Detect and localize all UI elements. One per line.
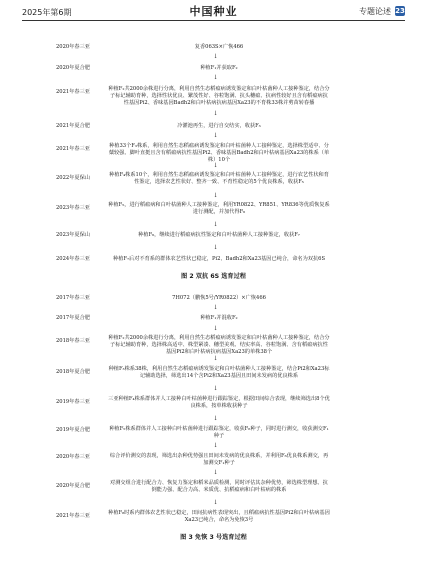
step-text: 种植F₆，继续进行稻瘟病抗性鉴定和白叶枯菌种人工接种鉴定，收获F₇ — [138, 232, 300, 238]
step-text: 种植F₅，进行稻瘟病和白叶枯菌种人工接种鉴定，利用YR0822、YR851、YR836等优质恢复系进行测配，并加代得F₆ — [108, 202, 330, 215]
step-season: 2017年夏合肥 — [56, 315, 90, 321]
step-season: 2021年春三亚 — [56, 89, 90, 95]
step-text: 对测交组合进行配合力、恢复力鉴定和稻米品质检测，同时评估其杂种优势，筛选株型理想、抗倒能力强、配合力高、米质优、抗稻瘟病和白叶枯病的株系 — [110, 480, 328, 493]
down-arrow-icon: ↓ — [213, 304, 219, 311]
step-season: 2020年春三亚 — [56, 454, 90, 460]
figure-3-caption: 图 3 免恢 3 号选育过程 — [180, 534, 247, 541]
down-arrow-icon: ↓ — [213, 221, 219, 228]
step-season: 2023年春三亚 — [56, 205, 90, 211]
step-season: 2020年夏合肥 — [56, 483, 90, 489]
step-season: 2021年春三亚 — [56, 146, 90, 152]
down-arrow-icon: ↓ — [213, 385, 219, 392]
step-text: 种植F₁并获取F₂ — [200, 65, 238, 71]
step-text: 种植F₇后对不育系的群体农艺性状已稳定，Pi2、Badh2和Xa23基因已纯合，命名为双抗6S — [112, 256, 326, 262]
step-text: 种植F₂共2000余株进行分离，利用自然生态稻瘟病诱发鉴定和白叶枯菌种人工接种鉴定，结合分子标记辅助育种，选择性状优良、繁茂性好、谷粒饱满、抗头穗瘟、抗病性较好且含有稻瘟病抗性基因Pi2、香味基因Badh2和白叶枯病抗病基因Xa23的不育株33株并剪苗转春播 — [108, 86, 330, 106]
step-season: 2020年夏合肥 — [56, 65, 90, 71]
step-text: 种植F₂共2000余株进行分离，利用自然生态稻瘟病诱发鉴定和白叶枯菌种人工接种鉴定，结合分子标记辅助育种，选择株高适中、株型紧凑、穗型美观、结实率高、谷粒饱满、含有稻瘟病抗性基因Pi2和白叶枯病抗病基因Xa23的单株38个 — [108, 335, 330, 355]
down-arrow-icon: ↓ — [213, 415, 219, 422]
step-season: 2021年春三亚 — [56, 513, 90, 519]
step-text: 7H072（鹏恢5号/YR0822）×广恢466 — [172, 295, 266, 301]
journal-logo: 中国种业 — [189, 5, 238, 18]
down-arrow-icon: ↓ — [213, 355, 219, 362]
down-arrow-icon: ↓ — [213, 325, 219, 332]
step-text: 种植F₁并混收F₂ — [200, 315, 238, 321]
step-season: 2018年春三亚 — [56, 338, 90, 344]
step-text: 种植F₃株系38株，利用自然生态稻瘟病诱发鉴定和白叶枯菌种人工接种鉴定，结合Pi2和Xa23标记辅助选择，筛选出14个含Pi2和Xa23基因且田间未发病的优良株系 — [108, 366, 330, 379]
step-season: 2020年春三亚 — [56, 44, 90, 50]
down-arrow-icon: ↓ — [213, 132, 219, 139]
down-arrow-icon: ↓ — [213, 162, 219, 169]
step-season: 2023年夏保山 — [56, 232, 90, 238]
down-arrow-icon: ↓ — [213, 192, 219, 199]
step-season: 2021年夏合肥 — [56, 123, 90, 129]
page-header — [0, 0, 427, 22]
step-text: 种植F₅株系群体并人工接种白叶枯菌种进行跟踪鉴定，收获F₆种子，同时进行测交，收获测交F₁种子 — [109, 426, 329, 439]
step-season: 2022年夏保山 — [56, 175, 90, 181]
down-arrow-icon: ↓ — [213, 469, 219, 476]
down-arrow-icon: ↓ — [213, 110, 219, 117]
step-text: 冷灌池再生，进行自交结实，收获F₃ — [177, 123, 261, 129]
step-text: 种植F₄株系10个，利用自然生态稻瘟病诱发鉴定和白叶枯菌种人工接种鉴定，进行农艺性状和育性鉴定，选择农艺性状好、整齐一致、不育性稳定的5个优良株系，收获F₅ — [109, 172, 329, 185]
down-arrow-icon: ↓ — [213, 53, 219, 60]
header-rule — [22, 20, 405, 21]
step-text: 三亚种植F₄株系群体并人工接种白叶枯菌种进行跟踪鉴定，根据田间综合表现，继续筛选出8个优良株系，按单株收获种子 — [108, 396, 330, 409]
step-season: 2024年春三亚 — [56, 256, 90, 262]
step-season: 2019年夏合肥 — [56, 427, 90, 433]
step-season: 2019年春三亚 — [56, 399, 90, 405]
column-label: 专题论述 — [359, 7, 391, 16]
down-arrow-icon: ↓ — [213, 74, 219, 81]
figure-2-caption: 图 2 双抗 6S 选育过程 — [181, 273, 246, 280]
step-season: 2018年夏合肥 — [56, 369, 90, 375]
step-text: 综合评价测交的表现，筛选出杂种优势强且田间未发病的优良株系，并利用F₆优良株系测交，再加测交F₁种子 — [109, 453, 329, 466]
step-text: 复香063S×广恢466 — [194, 44, 244, 50]
down-arrow-icon: ↓ — [213, 442, 219, 449]
down-arrow-icon: ↓ — [213, 244, 219, 251]
step-text: 种植33个F₃株系，利用自然生态稻瘟病诱发鉴定和白叶枯菌种人工接种鉴定，选择株型适中、分蘖较强、脚叶直挺且含有稻瘟病抗性基因Pi2、香味基因Badh2和白叶枯病基因Xa23的株系（单株）10个 — [108, 143, 330, 163]
step-season: 2017年春三亚 — [56, 295, 90, 301]
step-text: 种植F₈时系内群体农艺性状已稳定，田间抗病性表现突出，且稻瘟病抗性基因Pi2和白叶枯病基因Xa23已纯合，命名为免恢3号 — [108, 510, 330, 523]
page-number-badge: 23 — [395, 7, 405, 15]
issue-label: 2025年第6期 — [22, 8, 72, 17]
down-arrow-icon: ↓ — [213, 499, 219, 506]
